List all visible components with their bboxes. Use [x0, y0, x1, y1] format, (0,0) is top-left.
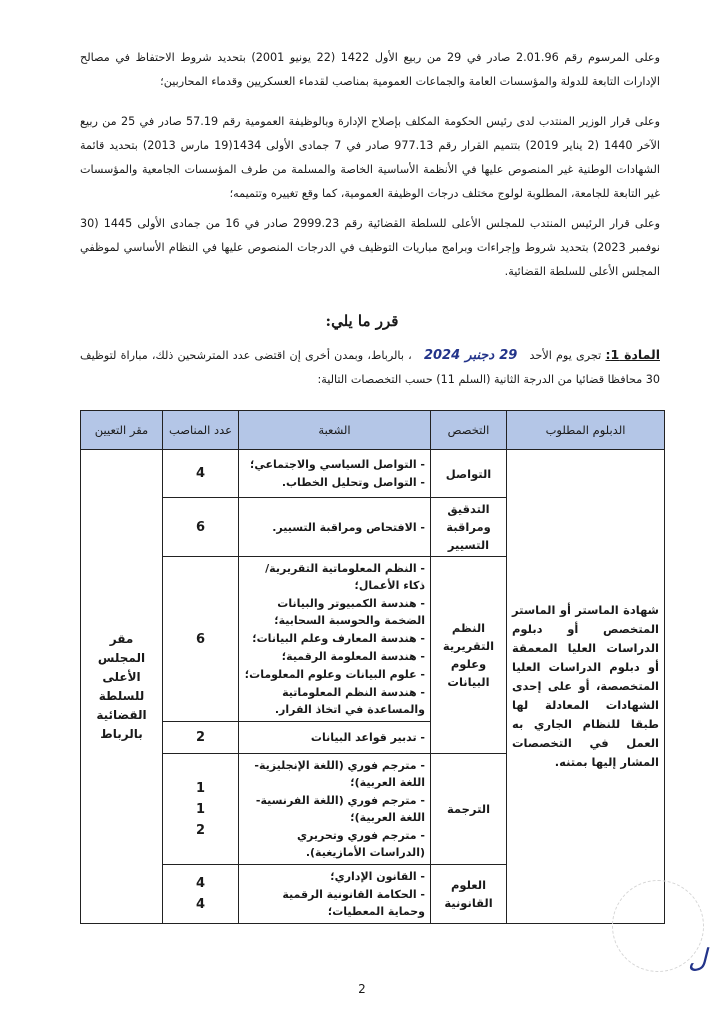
article-label: المادة 1:: [605, 347, 660, 362]
branch-cell: [239, 754, 431, 865]
posts-cell: [163, 754, 239, 865]
handwritten-signature: ل: [688, 944, 707, 974]
branch-item: - مترجم فوري (اللغة الإنجليزية-اللغة العربية)؛: [254, 759, 425, 789]
specialty-cell: التدقيق ومراقبة التسيير: [431, 498, 507, 557]
branch-cell: [239, 450, 431, 498]
branch-item: - هندسة المعلومة الرقمية؛: [281, 650, 425, 663]
header-posts: عدد المناصب: [163, 411, 239, 450]
handwritten-date: 29 دجنبر 2024: [423, 348, 518, 363]
posts-count: 2: [195, 730, 206, 745]
branch-item: - هندسة النظم المعلوماتية والمساعدة في اتخاذ القرار.: [274, 686, 425, 716]
branch-item: - التواصل وتحليل الخطاب.: [281, 476, 425, 489]
specialty-cell: النظم التقريرية وعلوم البيانات: [431, 557, 507, 754]
paragraph-council-decision: وعلى قرار الرئيس المنتدب للمجلس الأعلى للسلطة القضائية رقم 2999.23 صادر في 16 من جمادى الأولى 1445 (30 نوفمبر 2023) بتحديد شروط وإجراءات وبرامج مباريات التوظيف في الدرجات المنصوص عليها في النظام الأساسي لموظفي المجلس الأعلى للسلطة القضائية.: [80, 217, 661, 278]
posts-count: 1: [195, 801, 206, 817]
branch-item: - هندسة المعارف وعلم البيانات؛: [252, 632, 425, 645]
branch-item: - مترجم فوري (اللغة الفرنسية-اللغة العربية)؛: [255, 794, 425, 824]
posts-count: 4: [195, 876, 206, 891]
paragraph-decree: وعلى المرسوم رقم 2.01.96 صادر في 29 من ربيع الأول 1422 (22 يونيو 2001) بتحديد شروط الاحتفاظ في مصالح الإدارات التابعة للدولة والمؤسسات العامة والجماعات العمومية بمناصب لقدماء العسكريين وقدماء المحاربين؛: [80, 51, 660, 88]
posts-count: 1: [195, 780, 206, 796]
diploma-cell: شهادة الماستر أو الماستر المتخصص أو دبلوم الدراسات العليا المعمقة أو دبلوم الدراسات العليا المتخصصة، أو على إحدى الشهادات المعادلة لها طبقا للنظام الجاري به العمل في التخصصات المشار إليها بمتنه.: [507, 450, 665, 924]
branch-item: - هندسة الكمبيوتر والبيانات الضخمة والحوسبة السحابية؛: [274, 597, 425, 627]
branch-cell: [239, 865, 431, 924]
header-specialty: التخصص: [431, 411, 507, 450]
page-number: 2: [358, 982, 366, 996]
branch-item: - مترجم فوري وتحريري (الدراسات الأمازيغية).: [296, 829, 425, 859]
decision-heading: قرر ما يلي:: [325, 312, 399, 330]
header-branch: الشعبة: [239, 411, 431, 450]
posts-count: 4: [195, 897, 206, 912]
table-row: [81, 450, 665, 498]
posts-count: 6: [195, 519, 206, 535]
branch-item: - علوم البيانات وعلوم المعلومات؛: [244, 668, 425, 681]
posts-cell: [163, 498, 239, 557]
posts-count: 2: [195, 822, 206, 838]
branch-cell: [239, 557, 431, 722]
specialty-cell: الترجمة: [431, 754, 507, 865]
posts-cell: [163, 722, 239, 754]
branch-item: - النظم المعلوماتية التقريرية/ذكاء الأعمال؛: [265, 562, 425, 592]
specialty-cell: التواصل: [431, 450, 507, 498]
location-cell: مقر المجلس الأعلى للسلطة القضائية بالرباط: [81, 450, 163, 924]
table-header-row: [81, 411, 665, 450]
article-1: [80, 343, 660, 392]
branch-cell: [239, 722, 431, 754]
positions-table: [80, 410, 665, 924]
branch-item: - الحكامة القانونية الرقمية وحماية المعطيات؛: [282, 888, 425, 918]
posts-cell: [163, 865, 239, 924]
branch-item: - التواصل السياسي والاجتماعي؛: [250, 458, 425, 471]
posts-cell: [163, 450, 239, 498]
posts-cell: [163, 557, 239, 722]
article-text-after: ، بالرباط، وبمدن أخرى إن اقتضى عدد المترشحين ذلك، مباراة لتوظيف 30 محافظا قضائيا من الدرجة الثانية (السلم 11) حسب التخصصات التالية:: [80, 349, 660, 386]
posts-count: 6: [195, 631, 206, 647]
posts-count: 4: [195, 466, 206, 481]
branch-cell: [239, 498, 431, 557]
branch-item: - القانون الإداري؛: [330, 870, 425, 883]
header-diploma: الدبلوم المطلوب: [507, 411, 665, 450]
article-text-before: تجرى يوم الأحد: [529, 349, 602, 362]
branch-item: - تدبير قواعد البيانات: [310, 731, 425, 744]
branch-item: - الافتحاص ومراقبة التسيير.: [272, 520, 425, 534]
specialty-cell: العلوم القانونية: [431, 865, 507, 924]
paragraph-minister-decision: وعلى قرار الوزير المنتدب لدى رئيس الحكومة المكلف بإصلاح الإدارة وبالوظيفة العمومية رقم 57.19 صادر في 25 من ربيع الآخر 1440 (2 يناير 2019) بتتميم القرار رقم 977.13 صادر في 7 جمادى الأولى 1434(19 مارس 2013) بتحديد قائمة الشهادات الوطنية غير المنصوص عليها في الأنظمة الأساسية الخاصة والمسلمة من طرف المؤسسات الجامعية والمؤسسات غير التابعة للجامعة، المطلوبة لولوج مختلف درجات الوظيفة العمومية، كما وقع تغييره وتتميمه؛: [80, 115, 661, 200]
header-location: مقر التعيين: [81, 411, 163, 450]
